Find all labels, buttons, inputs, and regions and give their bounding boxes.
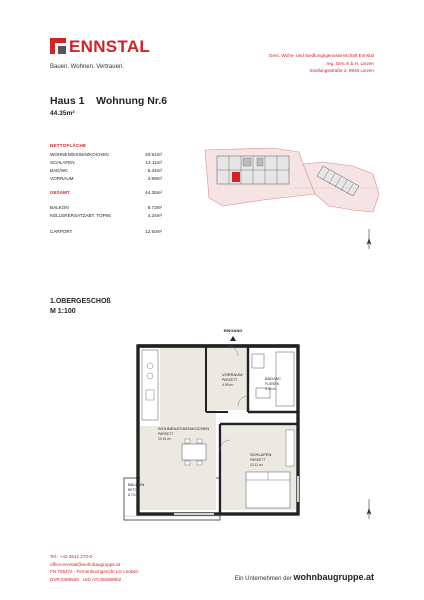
area-row-value: 5.34m²	[147, 168, 162, 173]
area-row-label: VORRAUM	[50, 176, 74, 181]
brand-name: ENNSTAL	[69, 37, 151, 56]
extra-row	[50, 205, 162, 210]
nettoflaeche-heading: NETTOFLÄCHE	[50, 143, 87, 148]
kitchen-counter	[142, 350, 158, 420]
wohnen-floor: PARKETT	[158, 432, 174, 436]
schlafen-area: 13.11 m²	[250, 463, 264, 467]
carport-label: CARPORT	[50, 229, 73, 234]
vorraum-area: 4.99 m²	[222, 383, 234, 387]
wardrobe	[286, 430, 294, 466]
carport-value: 12.50m²	[145, 229, 162, 234]
footer-dvr: DVR:0389528 · UID ATU38286802	[50, 576, 122, 582]
floor-scale: M 1:100	[50, 308, 76, 315]
carport-row	[50, 229, 162, 234]
gesamt-row	[50, 190, 162, 195]
floor-plan	[118, 326, 308, 526]
floor-name: 1.OBERGESCHOß	[50, 298, 111, 305]
bad-name: BAD/WC	[265, 376, 281, 381]
area-row	[50, 160, 162, 165]
area-row-label: WOHNEN/ESSEN/KOCHEN	[50, 152, 109, 157]
balkon-area: 8.73 m²	[128, 493, 140, 497]
gesamt-value: 44.35m²	[145, 190, 162, 195]
extra-row-value: 4.24m²	[147, 213, 162, 218]
area-row-value: 20.91m²	[145, 152, 162, 157]
entrance-arrow-icon	[230, 336, 236, 341]
vorraum-name: VORRAUM	[222, 372, 243, 377]
company-address	[269, 52, 374, 75]
footer-contact	[50, 553, 139, 583]
logo-mark-icon	[50, 38, 66, 54]
area-row-label: BAD/WC	[50, 168, 69, 173]
extra-row	[50, 213, 162, 218]
extra-row-value: 8.73m²	[147, 205, 162, 210]
vorraum-floor: PARKETT	[222, 378, 238, 382]
toilet-icon	[252, 354, 264, 368]
area-row	[50, 168, 162, 173]
area-row-label: SCHLAFEN	[50, 160, 75, 165]
gesamt-label: GESAMT	[50, 190, 70, 195]
footer-group	[235, 572, 374, 582]
floor-info	[50, 297, 111, 317]
area-row	[50, 176, 162, 181]
area-row	[50, 152, 162, 157]
entrance-label: EINGANG	[223, 328, 243, 333]
north-arrow-icon	[364, 498, 374, 520]
wohnung-label: Wohnung Nr.6	[96, 95, 168, 107]
haus-label: Haus 1	[50, 95, 85, 107]
site-plan	[203, 144, 383, 216]
group-name[interactable]: wohnbaugruppe.at	[293, 572, 374, 582]
extra-row-label: BALKON	[50, 205, 69, 210]
north-arrow-icon	[364, 228, 374, 250]
footer-fn: FN 75547z · Firmenbuchgericht LG Leoben	[50, 569, 139, 575]
balkon-name: BALKON	[128, 482, 145, 487]
balkon-floor: BETON	[128, 488, 140, 492]
company-line-1: Gem. Wohn- und Siedlungsgenossenschaft Ennstal	[268, 53, 374, 58]
company-line-3: Siedlungsstraße 2, 8940 Liezen	[309, 68, 374, 73]
brand-tagline: Bauen. Wohnen. Vertrauen.	[50, 64, 124, 70]
group-prefix: Ein Unternehmen der	[234, 576, 292, 582]
area-row-value: 4.99m²	[147, 176, 162, 181]
extra-row-label: KELLERERSATZABT. TOP06	[50, 213, 111, 218]
footer-tel: Tel.: +43 3612 273-0	[50, 554, 93, 559]
unit-area: 44.35m²	[50, 110, 75, 117]
company-line-2: reg. Gen.m.b.H. Liezen	[326, 60, 374, 66]
schlafen-name: SCHLAFEN	[250, 452, 272, 457]
wohnen-area: 20.91 m²	[158, 437, 172, 441]
dining-table	[182, 444, 206, 460]
schlafen-floor: PARKETT	[250, 458, 266, 462]
bad-area: 5.34 m²	[265, 387, 277, 391]
area-row-value: 13.11m²	[145, 160, 162, 165]
bad-floor: FLIESEN	[265, 382, 280, 386]
unit-title	[50, 95, 167, 107]
wohnen-name: WOHNEN/ESSEN/KOCHEN	[158, 426, 210, 431]
highlighted-unit	[232, 172, 240, 182]
footer-email[interactable]: office-ennstal@wohnbaugruppe.at	[50, 561, 120, 567]
